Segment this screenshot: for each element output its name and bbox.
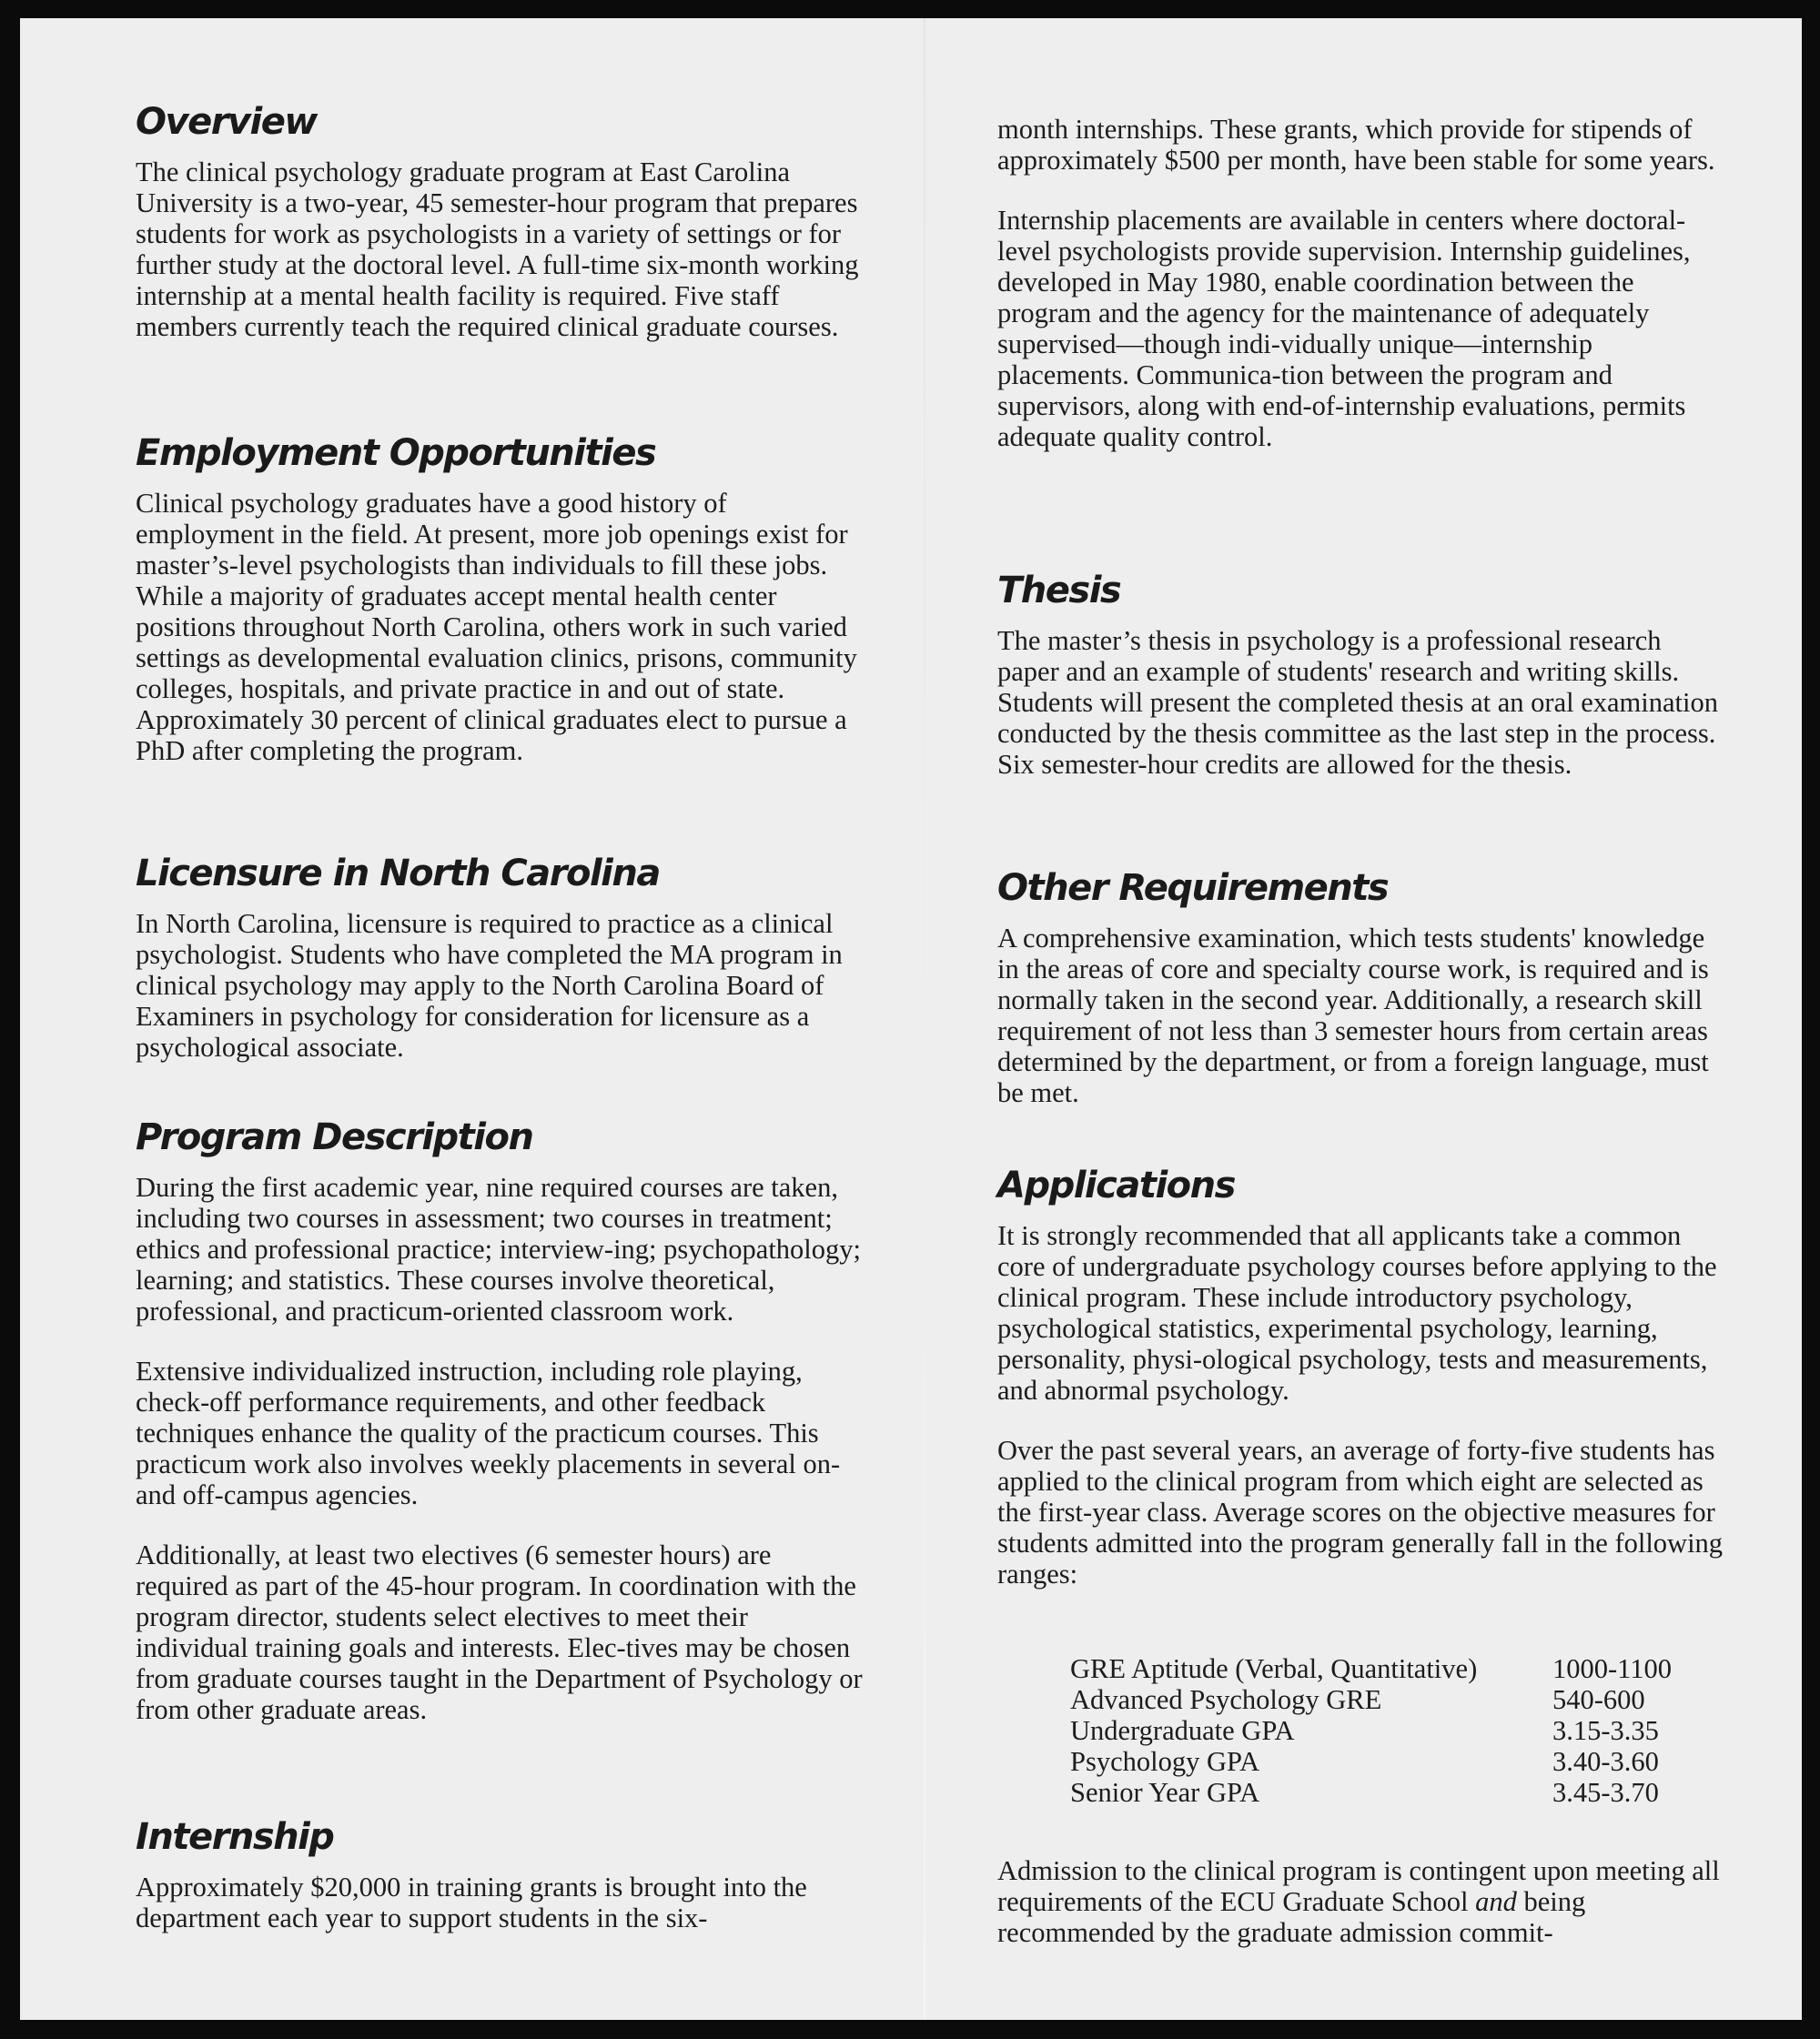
heading-applications: Applications: [997, 1165, 1235, 1206]
program-para-1: During the first academic year, nine required courses are taken, including two courses in assessment; two courses in treatment; ethics and professional practice; interview-ing; psychopathology; learning; and statistics. These courses involve theoretical, professional, and practicum-oriented classroom work.: [136, 1172, 862, 1327]
section-program-description: [136, 1115, 864, 1725]
applications-para-1: It is strongly recommended that all applicants take a common core of undergraduate psychology courses before applying to the clinical program. These include introductory psychology, psychological statistics, experimental psychology, learning, personality, physi-ological psychology, tests and measurements, and abnormal psychology.: [997, 1220, 1717, 1406]
range-row: [1070, 1746, 1707, 1777]
internship-cont-para-2: Internship placements are available in centers where doctoral-level psychologists provide supervision. Internship guidelines, developed in May 1980, enable coordination between the program and the agency for the maintenance of adequately supervised—though indi-vidually unique—internship placements. Communica-tion between the program and supervisors, along with end-of-internship evaluations, permits adequate quality control.: [997, 205, 1691, 452]
range-value: 3.15-3.35: [1552, 1715, 1659, 1746]
range-value: 540-600: [1552, 1684, 1645, 1715]
range-label: GRE Aptitude (Verbal, Quantitative): [1070, 1653, 1478, 1684]
section-thesis: [997, 569, 1725, 780]
section-internship-continued: [997, 114, 1725, 452]
heading-licensure: Licensure in North Carolina: [136, 853, 660, 894]
internship-cont-para-1: month internships. These grants, which provide for stipends of approximately $500 per month, have been stable for some years.: [997, 114, 1715, 176]
range-row: [1070, 1653, 1707, 1684]
applications-para-2: Over the past several years, an average of forty-five students has applied to the clinical program from which eight are selected as the first-year class. Average scores on the objective measures for students admitted into the program generally fall in the following ranges:: [997, 1435, 1724, 1590]
program-para-2: Extensive individualized instruction, including role playing, check-off performance requirements, and other feedback techniques enhance the quality of the practicum courses. This practicum work also involves weekly placements in several on- and off-campus agencies.: [136, 1356, 841, 1510]
range-label: Senior Year GPA: [1070, 1777, 1260, 1808]
heading-overview: Overview: [136, 101, 317, 143]
section-applications: [997, 1164, 1725, 1590]
brochure-page: [20, 18, 1802, 2020]
heading-other-requirements: Other Requirements: [997, 867, 1389, 909]
section-overview: [136, 100, 864, 342]
section-admission: [997, 1855, 1725, 1948]
range-value: 1000-1100: [1552, 1653, 1673, 1684]
range-label: Undergraduate GPA: [1070, 1715, 1295, 1746]
thesis-body: The master’s thesis in psychology is a professional research paper and an example of students' research and writing skills. Students will present the completed thesis at an oral examination conducted by the thesis committee as the last step in the process. Six semester-hour credits are allowed for the thesis.: [997, 625, 1718, 780]
range-value: 3.45-3.70: [1552, 1777, 1659, 1808]
overview-body: The clinical psychology graduate program at East Carolina University is a two-year, 45 semester-hour program that prepares students for work as psychologists in a variety of settings or for further study at the doctoral level. A full-time six-month working internship at a mental health facility is required. Five staff members currently teach the required clinical graduate courses.: [136, 156, 859, 342]
range-row: [1070, 1715, 1707, 1746]
range-row: [1070, 1684, 1707, 1715]
score-ranges-table: [1070, 1653, 1707, 1808]
internship-body: Approximately $20,000 in training grants is brought into the department each year to support students in the six-: [136, 1872, 807, 1933]
section-other-requirements: [997, 866, 1725, 1108]
licensure-body: In North Carolina, licensure is required to practice as a clinical psychologist. Students who have completed the MA program in clinical psychology may apply to the North Carolina Board of Examiners in psychology for consideration for licensure as a psychological associate.: [136, 908, 843, 1063]
program-para-3: Additionally, at least two electives (6 semester hours) are required as part of the 45-hour program. In coordination with the program director, students select electives to meet their individual training goals and interests. Elec-tives may be chosen from graduate courses taught in the Department of Psychology or from other graduate areas.: [136, 1539, 863, 1725]
page-fold: [924, 18, 925, 2020]
range-value: 3.40-3.60: [1552, 1746, 1659, 1777]
admission-text-emphasis: and: [1475, 1886, 1517, 1917]
range-label: Psychology GPA: [1070, 1746, 1260, 1777]
admission-text-start: Admission to the clinical program is contingent upon meeting all requirements of the ECU Graduate School: [997, 1855, 1720, 1917]
heading-program-description: Program Description: [136, 1116, 533, 1158]
heading-internship: Internship: [136, 1816, 334, 1858]
employment-body: Clinical psychology graduates have a good history of employment in the field. At present, more job openings exist for master’s-level psychologists than individuals to fill these jobs. While a majority of graduates accept mental health center positions throughout North Carolina, others work in such varied settings as developmental evaluation clinics, prisons, community colleges, hospitals, and private practice in and out of state. Approximately 30 percent of clinical graduates elect to pursue a PhD after completing the program.: [136, 488, 857, 766]
range-label: Advanced Psychology GRE: [1070, 1684, 1382, 1715]
section-employment: [136, 431, 864, 766]
other-requirements-body: A comprehensive examination, which tests students' knowledge in the areas of core and specialty course work, is required and is normally taken in the second year. Additionally, a research skill requirement of not less than 3 semester hours from certain areas determined by the department, or from a foreign language, must be met.: [997, 923, 1709, 1108]
range-row: [1070, 1777, 1707, 1808]
section-internship: [136, 1815, 864, 1933]
admission-text-end: being recommended by the graduate admission commit-: [997, 1886, 1586, 1948]
applications-para-3: [997, 1855, 1725, 1948]
heading-employment: Employment Opportunities: [136, 432, 656, 474]
heading-thesis: Thesis: [997, 570, 1121, 611]
section-licensure: [136, 852, 864, 1063]
